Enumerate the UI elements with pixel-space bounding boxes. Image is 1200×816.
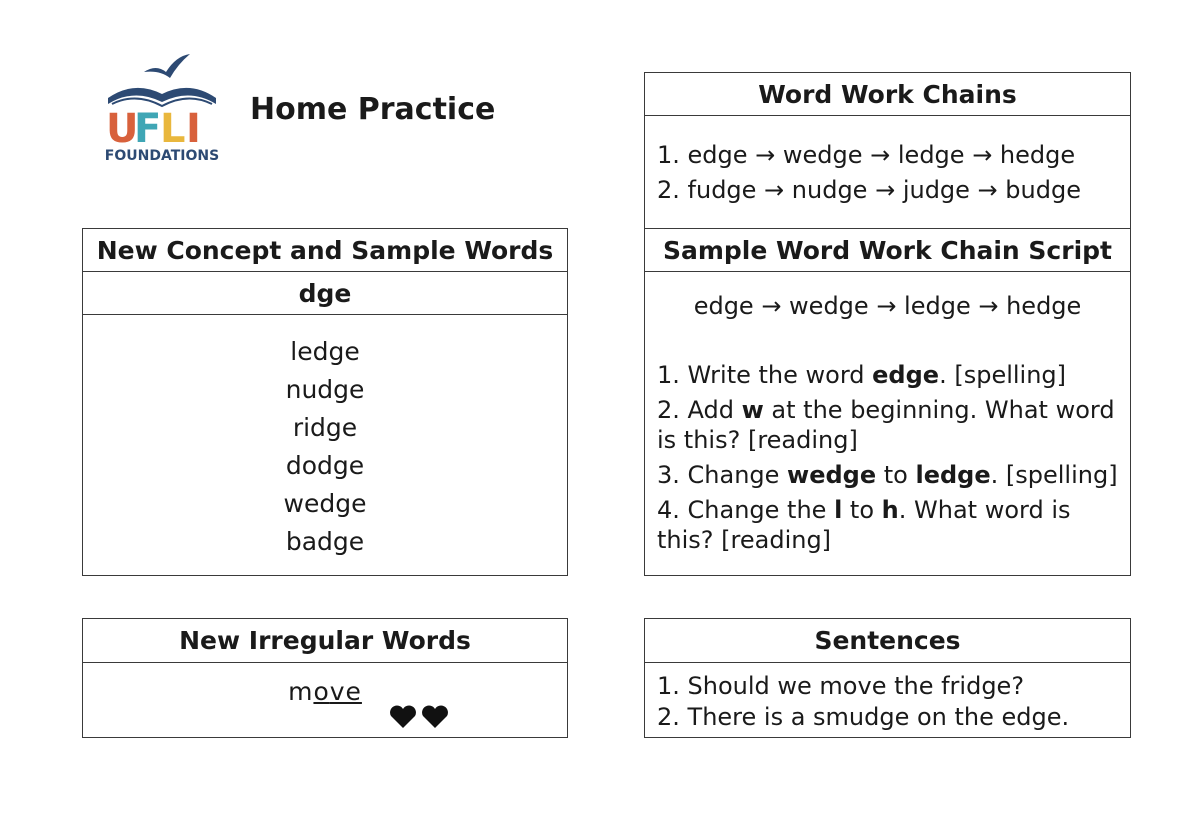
sample-word: dodge <box>285 451 365 480</box>
script-steps <box>645 320 1130 555</box>
script-step <box>657 360 1120 390</box>
sentences-heading: Sentences <box>645 619 1130 663</box>
step-text: . [spelling] <box>939 361 1067 389</box>
logo-subtitle: FOUNDATIONS <box>104 148 220 164</box>
step-text: to <box>876 461 916 489</box>
script-step <box>657 395 1120 455</box>
sample-word-list <box>83 315 567 561</box>
step-bold: edge <box>872 361 940 389</box>
step-text: 4. Change the <box>657 496 835 524</box>
step-text: . What word is this? [reading] <box>657 496 1071 554</box>
script-step <box>657 495 1120 555</box>
irregular-word <box>83 677 567 706</box>
step-text: 2. Add <box>657 396 742 424</box>
ufli-logo <box>104 50 220 166</box>
new-concept-heading: New Concept and Sample Words <box>83 229 567 272</box>
step-text: to <box>842 496 882 524</box>
irregular-word-part-2: ve <box>329 677 362 706</box>
sample-word: ledge <box>290 337 360 366</box>
page-title: Home Practice <box>250 92 496 127</box>
step-bold: w <box>741 396 764 424</box>
sentence-item: 2. There is a smudge on the edge. <box>657 703 1070 731</box>
sample-word: wedge <box>283 489 367 518</box>
word-work-chains-panel <box>644 72 1131 230</box>
step-text: 3. Change <box>657 461 788 489</box>
sentences-panel <box>644 618 1131 738</box>
chain-item: 2. fudge → nudge → judge → budge <box>657 176 1081 204</box>
step-text: . [spelling] <box>990 461 1118 489</box>
irregular-word-plain: m <box>288 677 314 706</box>
svg-text:U: U <box>106 106 139 152</box>
step-text: at the beginning. What word is this? [reading] <box>657 396 1115 454</box>
sentence-list <box>645 663 1130 733</box>
irregular-word-part-1: o <box>313 677 330 706</box>
irregular-words-panel <box>82 618 568 738</box>
chain-item: 1. edge → wedge → ledge → hedge <box>657 141 1076 169</box>
step-bold: l <box>834 496 843 524</box>
svg-text:L: L <box>160 106 186 152</box>
step-bold: h <box>881 496 899 524</box>
new-concept-panel <box>82 228 568 576</box>
irregular-words-heading: New Irregular Words <box>83 619 567 663</box>
svg-text:I: I <box>186 106 201 152</box>
chain-script-panel <box>644 228 1131 576</box>
logo-graphic <box>104 50 220 166</box>
sample-word: badge <box>285 527 365 556</box>
sample-word: nudge <box>285 375 365 404</box>
svg-text:F: F <box>134 106 162 152</box>
word-work-chains-heading: Word Work Chains <box>645 73 1130 116</box>
step-bold: wedge <box>787 461 877 489</box>
script-chain: edge → wedge → ledge → hedge <box>693 292 1082 320</box>
heart-icon <box>389 705 417 729</box>
step-bold: ledge <box>915 461 991 489</box>
heart-icon <box>421 705 449 729</box>
concept-pattern: dge <box>83 272 567 315</box>
script-step <box>657 460 1120 490</box>
sample-word: ridge <box>292 413 358 442</box>
chain-list <box>645 116 1130 208</box>
step-text: 1. Write the word <box>657 361 873 389</box>
sentence-item: 1. Should we move the fridge? <box>657 672 1025 700</box>
chain-script-heading: Sample Word Work Chain Script <box>645 229 1130 272</box>
heart-markers <box>389 705 449 729</box>
